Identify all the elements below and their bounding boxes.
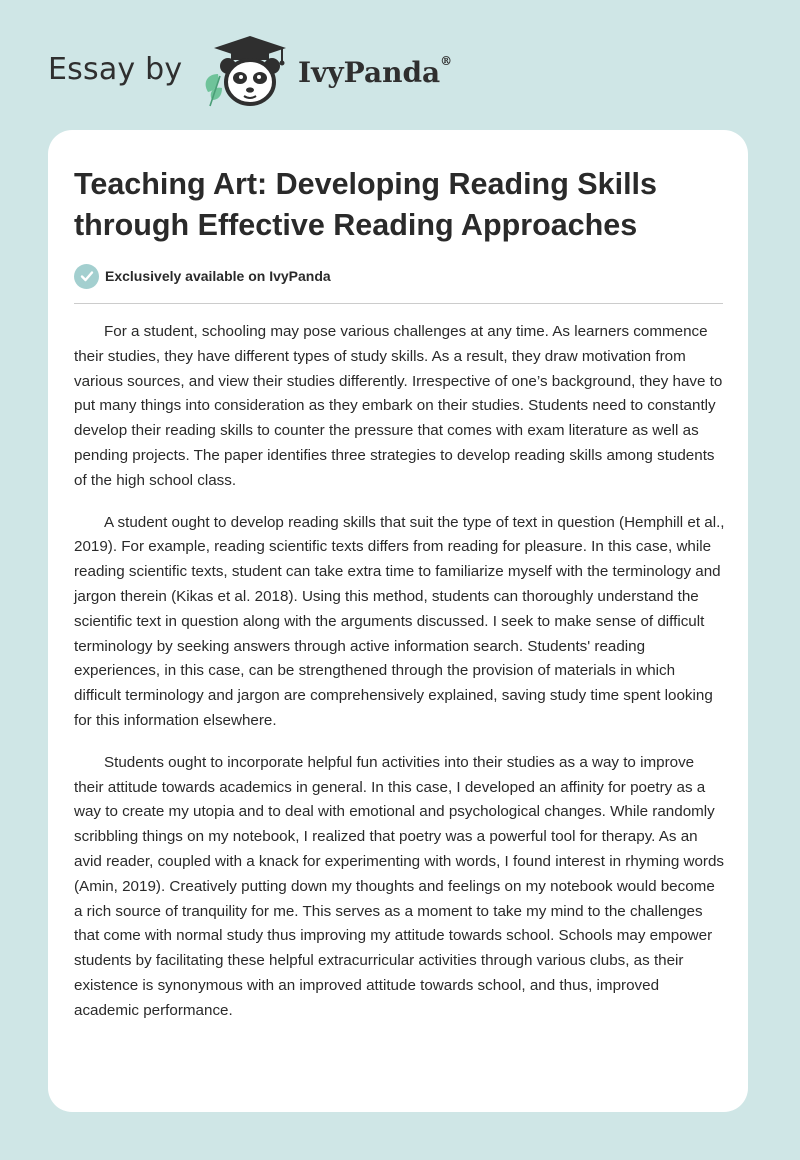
divider — [74, 303, 723, 304]
badge-label: Exclusively available on IvyPanda — [105, 268, 331, 284]
checkmark-icon — [74, 264, 99, 289]
paragraph: For a student, schooling may pose various challenges at any time. As learners commence their studies, they have different types of study skills. As a result, they draw motivation from various sources, and view their studies differently. Irrespective of one’s background, they have to put many things into consideration as they embark on their studies. Students need to constantly develop their reading skills to counter the pressure that comes with exam literature as well as pending projects. The paper identifies three strategies to develop reading skills among students of the high school class. — [74, 323, 723, 489]
essay-title: Teaching Art: Developing Reading Skills through Effective Reading Approaches — [74, 167, 657, 242]
essay-body — [74, 320, 726, 1041]
site-header — [48, 30, 752, 110]
essay-by-label: Essay by — [48, 52, 183, 87]
essay-card — [48, 130, 748, 1112]
paragraph: A student ought to develop reading skills that suit the type of text in question (Hemphill et al., 2019). For example, reading scientific texts differs from reading for pleasure. In this case, while reading scientific texts, student can take extra time to familiarize myself with the terminology and jargon therein (Kikas et al. 2018). Using this method, students can thoroughly understand the scientific text in question along with the arguments discussed. I seek to make sense of difficult terminology by seeking answers through active information search. Students' reading experiences, in this case, can be strengthened through the provision of materials in which difficult terminology and jargon are comprehensively explained, saving study time spent looking for this information elsewhere. — [74, 513, 725, 729]
panda-graduate-icon — [198, 30, 298, 110]
availability-badge — [74, 263, 331, 289]
brand-name[interactable]: IvyPanda® — [298, 54, 453, 89]
paragraph: Students ought to incorporate helpful fun activities into their studies as a way to improve their attitude towards academics in general. In this case, I developed an affinity for poetry as a way to create my utopia and to deal with emotional and psychological changes. While randomly scribbling things on my notebook, I realized that poetry was a powerful tool for therapy. As an avid reader, coupled with a knack for experimenting with words, I found interest in rhyming words (Amin, 2019). Creatively putting down my thoughts and feelings on my notebook would become a rich source of tranquility for me. This serves as a moment to take my mind to the challenges that come with normal study thus improving my attitude towards school. Schools may empower students by facilitating these helpful extracurricular activities through various clubs, as their existence is synonymous with an improved attitude towards school, and thus, improved academic performance. — [74, 753, 725, 1019]
